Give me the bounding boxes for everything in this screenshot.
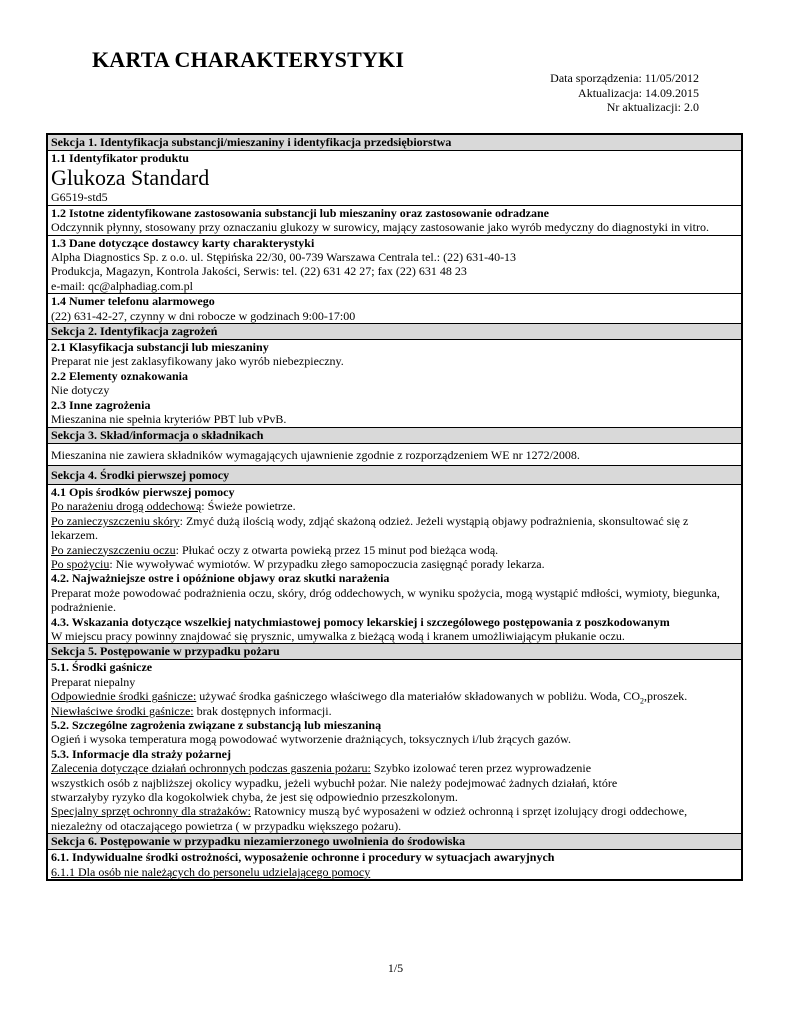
section-6-body	[48, 849, 741, 879]
subsection-6-1-1: 6.1.1 Dla osób nie należących do personelu udzielającego pomocy	[51, 864, 371, 879]
subsection-heading: 1.2 Istotne zidentyfikowane zastosowania substancji lub mieszaniny oraz zastosowanie odradzane	[51, 205, 550, 220]
section-1-3	[48, 235, 741, 294]
subsection-heading: 5.2. Szczególne zagrożenia związane z substancją lub mieszaniną	[51, 718, 382, 732]
firefighting-advice-line: stwarzałyby ryzyko dla kogokolwiek chyba, że jest się odpowiednio przeszkolonym.	[51, 790, 458, 805]
section-4-heading: Sekcja 4. Środki pierwszej pomocy	[48, 465, 741, 484]
label: Zalecenia dotyczące działań ochronnych podczas gaszenia pożaru:	[51, 761, 371, 776]
first-aid-inhalation	[51, 499, 738, 513]
firefighter-equipment	[51, 804, 738, 833]
paragraph: Preparat niepalny	[51, 674, 136, 689]
section-1-2	[48, 205, 741, 235]
section-2-body	[48, 339, 741, 426]
safety-data-sheet	[46, 133, 743, 881]
paragraph: Mieszanina nie zawiera składników wymagających ujawnienie zgodnie z rozporządzeniem WE nr 1272/2008.	[51, 447, 580, 462]
text-tail: ,proszek.	[643, 689, 688, 704]
first-aid-ingestion	[51, 557, 738, 571]
section-1-heading: Sekcja 1. Identyfikacja substancji/mieszaniny i identyfikacja przedsiębiorstwa	[48, 135, 741, 150]
label: Po narażeniu drogą oddechową	[51, 499, 202, 514]
date-created: Data sporządzenia: 11/05/2012	[550, 71, 699, 85]
section-3-heading: Sekcja 3. Skład/informacja o składnikach	[48, 427, 741, 443]
paragraph: Preparat może powodować podrażnienia oczu, skóry, dróg oddechowych, w wyniku spożycia, mogą wystąpić mdłości, wymioty, biegunka, podrażnienie.	[51, 585, 720, 615]
update-number: Nr aktualizacji: 2.0	[606, 100, 699, 114]
section-2-heading: Sekcja 2. Identyfikacja zagrożeń	[48, 323, 741, 339]
label: Po zanieczyszczeniu oczu	[51, 542, 176, 557]
product-code: G6519-std5	[51, 190, 108, 205]
paragraph: Ogień i wysoka temperatura mogą powodować wytworzenie drażniących, toksycznych i/lub żrących gazów.	[51, 732, 572, 747]
paragraph: Mieszanina nie spełnia kryteriów PBT lub vPvB.	[51, 412, 287, 427]
first-aid-eyes	[51, 543, 738, 557]
subsection-heading: 1.3 Dane dotyczące dostawcy karty charakterystyki	[51, 235, 315, 250]
section-1-4	[48, 293, 741, 323]
subsection-heading: 4.1 Opis środków pierwszej pomocy	[51, 484, 235, 499]
paragraph: W miejscu pracy powinny znajdować się prysznic, umywalka z bieżącą wodą i kranem umożliwiającym płukanie oczu.	[51, 628, 625, 643]
section-3-body	[48, 443, 741, 465]
subsection-heading: 5.3. Informacje dla straży pożarnej	[51, 746, 231, 761]
paragraph: Preparat nie jest zaklasyfikowany jako wyrób niebezpieczny.	[51, 354, 344, 369]
document-title: KARTA CHARAKTERYSTYKI	[92, 47, 405, 72]
supplier-phones: Produkcja, Magazyn, Kontrola Jakości, Serwis: tel. (22) 631 42 27; fax (22) 631 48 23	[51, 264, 467, 279]
label: Specjalny sprzęt ochronny dla strażaków:	[51, 804, 251, 819]
subsection-heading: 2.2 Elementy oznakowania	[51, 368, 189, 383]
subsection-heading: 2.3 Inne zagrożenia	[51, 397, 151, 412]
supplier-email: e-mail: qc@alphadiag.com.pl	[51, 278, 194, 293]
subscript: 2	[639, 696, 644, 706]
emergency-phone: (22) 631-42-27, czynny w dni robocze w godzinach 9:00-17:00	[51, 308, 356, 323]
subsection-heading: 6.1. Indywidualne środki ostrożności, wyposażenie ochronne i procedury w sytuacjach awaryjnych	[51, 850, 555, 865]
label: Niewłaściwe środki gaśnicze:	[51, 703, 194, 718]
document-meta	[550, 71, 699, 115]
label: Odpowiednie środki gaśnicze:	[51, 689, 197, 704]
unsuitable-media	[51, 704, 738, 718]
text: : Świeże powietrze.	[201, 499, 296, 514]
update-date: Aktualizacja: 14.09.2015	[578, 85, 699, 100]
subsection-heading: 4.3. Wskazania dotyczące wszelkiej natychmiastowej pomocy lekarskiej i szczególowego postępowania z poszkodowanym	[51, 614, 670, 629]
paragraph: Odczynnik płynny, stosowany przy oznaczaniu glukozy w surowicy, mający zastosowanie jako wyrób medyczny do diagnostyki in vitro.	[51, 220, 709, 235]
firefighting-advice	[51, 761, 738, 775]
paragraph: Nie dotyczy	[51, 383, 110, 398]
section-5-heading: Sekcja 5. Postępowanie w przypadku pożaru	[48, 643, 741, 659]
text: : Płukać oczy z otwarta powieką przez 15 minut pod bieżąca wodą.	[175, 542, 499, 557]
text: brak dostępnych informacji.	[193, 703, 332, 718]
subsection-heading: 2.1 Klasyfikacja substancji lub mieszaniny	[51, 340, 269, 355]
subsection-heading: 1.1 Identyfikator produktu	[51, 151, 189, 165]
label: Po spożyciu	[51, 556, 110, 571]
text: : Nie wywoływać wymiotów. W przypadku złego samopoczucia zasięgnąć porady lekarza.	[109, 556, 545, 571]
subsection-heading: 4.2. Najważniejsze ostre i opóźnione objawy oraz skutki narażenia	[51, 571, 390, 586]
section-1-1	[48, 150, 741, 205]
subsection-heading: 5.1. Środki gaśnicze	[51, 660, 153, 675]
first-aid-skin	[51, 514, 738, 543]
subsection-heading: 1.4 Numer telefonu alarmowego	[51, 294, 215, 309]
label: Po zanieczyszczeniu skóry	[51, 513, 180, 528]
text: Szybko izolować teren przez wyprowadzenie	[370, 761, 592, 776]
page-number: 1/5	[387, 961, 404, 975]
section-4-body	[48, 484, 741, 643]
product-name: Glukoza Standard	[51, 165, 210, 191]
supplier-address: Alpha Diagnostics Sp. z o.o. ul. Stępińska 22/30, 00-739 Warszawa Centrala tel.: (22) 631-40-13	[51, 250, 517, 265]
firefighting-advice-line: wszystkich osób z najbliższej okolicy wypadku, jeżeli wybuchł pożar. Nie należy podejmować żadnych działań, które	[51, 775, 618, 790]
suitable-media	[51, 689, 738, 706]
section-6-heading: Sekcja 6. Postępowanie w przypadku niezamierzonego uwolnienia do środowiska	[48, 833, 741, 849]
text: : Zmyć dużą ilością wody, zdjąć skażoną odzież. Jeżeli wystąpią objawy podrażnienia, skonsultować się z lekarzem.	[51, 513, 689, 543]
text: Ratownicy muszą być wyposażeni w odzież ochronną i sprzęt izolujący drogi oddechowe, niezależny od otaczającego powietrza ( w przypadku większego pożaru).	[51, 804, 688, 833]
section-5-body	[48, 659, 741, 833]
text: używać środka gaśniczego właściwego dla materiałów składowanych w pobliżu. Woda, CO	[196, 689, 640, 704]
